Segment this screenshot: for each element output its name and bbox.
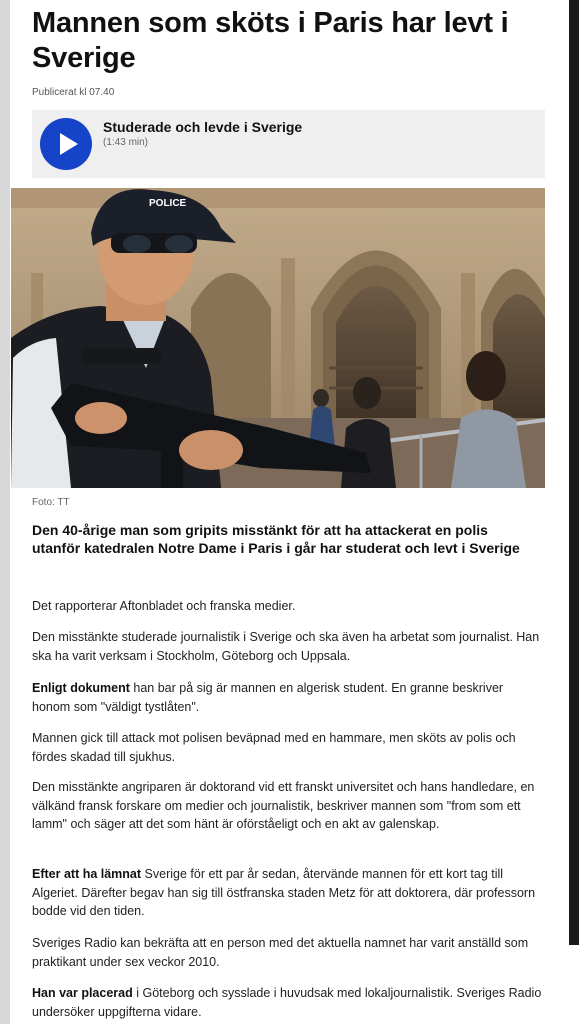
paragraph-6-bold: Efter att ha lämnat <box>32 867 142 881</box>
article-photo <box>11 188 545 488</box>
paragraph-3-text: han bar på sig är mannen en algerisk student. En granne beskriver honom som "väldigt tystlåten". <box>32 681 504 714</box>
paragraph-3 <box>32 679 542 716</box>
audio-title[interactable]: Studerade och levde i Sverige <box>103 119 303 135</box>
paragraph-4-text: Mannen gick till attack mot polisen beväpnad med en hammare, men sköts av polis och fördes skadad till sjukhus. <box>32 731 516 764</box>
paragraph-1 <box>32 597 542 616</box>
police-photo-illustration <box>11 188 545 488</box>
photo-caption: Foto: TT <box>32 497 70 508</box>
published-time: Publicerat kl 07.40 <box>32 87 115 98</box>
paragraph-7 <box>32 934 542 971</box>
paragraph-7-text: Sveriges Radio kan bekräfta att en person med det aktuella namnet har varit anställd som praktikant under sex veckor 2010. <box>32 936 529 969</box>
paragraph-8 <box>32 984 542 1021</box>
paragraph-2 <box>32 628 542 665</box>
paragraph-6-text: Sverige för ett par år sedan, återvände mannen för ett kort tag till Algeriet. Därefter begav han sig till östfranska staden Metz för att doktorera, där professorn bodde vid den tiden. <box>32 867 536 918</box>
headline: Mannen som sköts i Paris har levt i Sverige <box>32 7 509 74</box>
article <box>10 0 569 1024</box>
cap-text: POLICE <box>149 198 187 209</box>
right-edge-light <box>569 945 579 1024</box>
paragraph-6 <box>32 865 542 921</box>
paragraph-4 <box>32 729 542 766</box>
play-icon <box>60 133 78 155</box>
paragraph-1-text: Det rapporterar Aftonbladet och franska medier. <box>32 599 296 613</box>
paragraph-2-text: Den misstänkte studerade journalistik i Sverige och ska även ha arbetat som journalist. Han ska ha varit verksam i Stockholm, Göteborg och Uppsala. <box>32 630 540 663</box>
paragraph-5-text: Den misstänkte angriparen är doktorand vid ett franskt universitet och hans handledare, en välkänd fransk forskare om medier och journalistik, beskriver mannen som "from som ett lamm" och säger att det som hänt är oförståeligt och en akt av galenskap. <box>32 780 535 831</box>
play-button[interactable] <box>40 118 92 170</box>
paragraph-5 <box>32 778 542 834</box>
paragraph-3-bold: Enligt dokument <box>32 681 130 695</box>
paragraph-8-bold: Han var placerad <box>32 986 133 1000</box>
audio-player[interactable] <box>32 110 545 178</box>
audio-duration: (1:43 min) <box>103 137 149 148</box>
paragraph-8-text: i Göteborg och sysslade i huvudsak med lokaljournalistik. Sveriges Radio undersöker uppgifterna vidare. <box>32 986 542 1019</box>
left-page-edge <box>0 0 10 1024</box>
right-page-edge <box>569 0 579 1024</box>
article-lead: Den 40-årige man som gripits misstänkt för att ha attackerat en polis utanför katedralen Notre Dame i Paris i går har studerat och levt i Sverige <box>32 522 520 556</box>
